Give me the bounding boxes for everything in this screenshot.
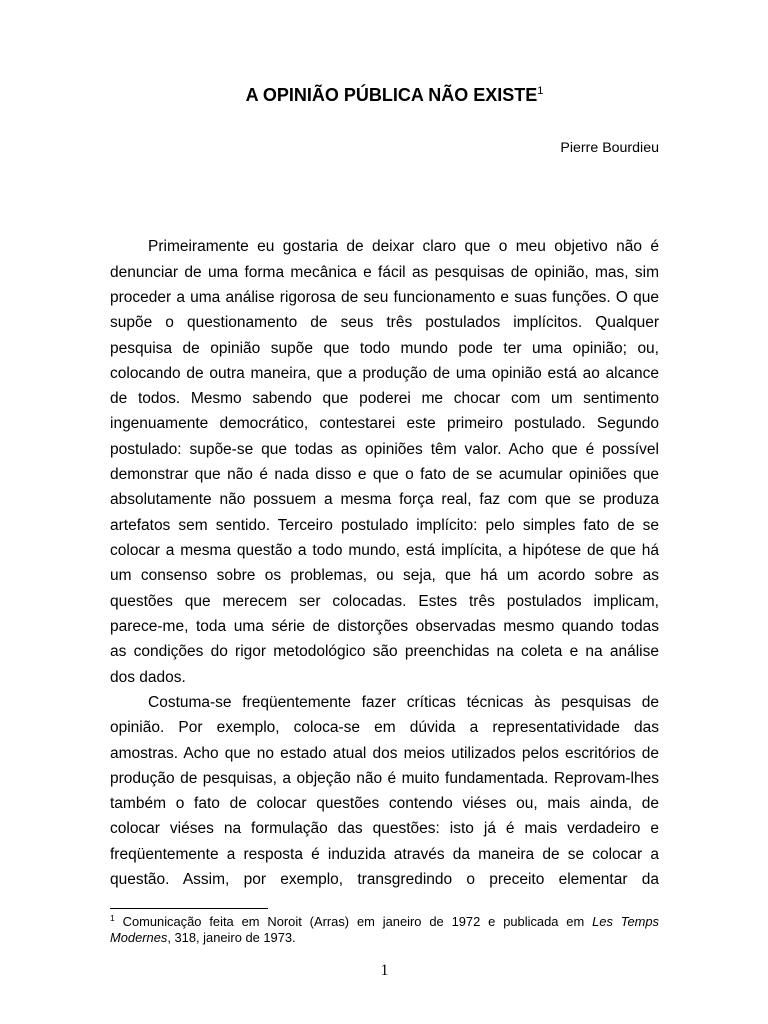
text-line: colocar viéses na formulação das questões: isto já é mais verdadeiro e <box>110 820 659 838</box>
footnote-journal-title: Modernes <box>110 930 168 945</box>
text-line: ingenuamente democrático, contestarei este primeiro postulado. Segundo <box>110 415 659 433</box>
text-line: proceder a uma análise rigorosa de seu funcionamento e suas funções. O que <box>110 288 659 306</box>
text-line: Primeiramente eu gostaria de deixar claro que o meu objetivo não é <box>148 238 659 256</box>
footnote-separator <box>110 908 268 909</box>
text-line: artefatos sem sentido. Terceiro postulado implícito: pelo simples fato de se <box>110 516 659 534</box>
text-line: pesquisa de opinião supõe que todo mundo pode ter uma opinião; ou, <box>110 339 659 357</box>
text-line: absolutamente não possuem a mesma força real, faz com que se produza <box>110 491 659 509</box>
footnote-journal-title: Les Temps <box>592 914 659 929</box>
footnote <box>110 914 659 946</box>
text-line: parece-me, toda uma série de distorções observadas mesmo quando todas <box>110 617 659 635</box>
text-line: também o fato de colocar questões contendo viéses ou, mais ainda, de <box>110 795 659 813</box>
footnote-text: , 318, janeiro de 1973. <box>167 930 296 945</box>
author-name: Pierre Bourdieu <box>560 140 659 156</box>
text-line: questões que merecem ser colocadas. Estes três postulados implicam, <box>110 592 659 610</box>
page-number: 1 <box>380 962 389 979</box>
text-line: dos dados. <box>110 668 186 686</box>
paragraph-1 <box>110 234 659 690</box>
text-line: questão. Assim, por exemplo, transgredindo o preceito elementar da <box>110 871 659 889</box>
document-title <box>110 84 659 106</box>
text-line: opinião. Por exemplo, coloca-se em dúvida a representatividade das <box>110 719 659 737</box>
footnote-line <box>110 914 659 930</box>
text-line: supõe o questionamento de seus três postulados implícitos. Qualquer <box>110 314 659 332</box>
body-text <box>110 234 659 892</box>
footnote-text: Comunicação feita em Noroit (Arras) em janeiro de 1972 e publicada em <box>122 914 585 929</box>
text-line: colocando de outra maneira, que a produção de uma opinião está ao alcance <box>110 364 659 382</box>
text-line: produção de pesquisas, a objeção não é muito fundamentada. Reprovam-lhes <box>110 769 659 787</box>
footnote-line <box>110 930 659 946</box>
text-line: freqüentemente a resposta é induzida através da maneira de se colocar a <box>110 845 659 863</box>
footnote-marker: 1 <box>110 913 115 923</box>
text-line: um consenso sobre os problemas, ou seja, que há um acordo sobre as <box>110 567 659 585</box>
paragraph-2 <box>110 690 659 893</box>
text-line: amostras. Acho que no estado atual dos meios utilizados pelos escritórios de <box>110 744 659 762</box>
text-line: postulado: supõe-se que todas as opiniões têm valor. Acho que é possível <box>110 440 659 458</box>
text-line: Costuma-se freqüentemente fazer críticas técnicas às pesquisas de <box>148 693 659 711</box>
text-line: demonstrar que não é nada disso e que o fato de se acumular opiniões que <box>110 466 659 484</box>
text-line: de todos. Mesmo sabendo que poderei me chocar com um sentimento <box>110 390 659 408</box>
text-line: colocar a mesma questão a todo mundo, está implícita, a hipótese de que há <box>110 542 659 560</box>
text-line: denunciar de uma forma mecânica e fácil as pesquisas de opinião, mas, sim <box>110 263 659 281</box>
title-footnote-reference: 1 <box>537 85 544 97</box>
document-title-text: A OPINIÃO PÚBLICA NÃO EXISTE <box>245 85 538 105</box>
text-line: as condições do rigor metodológico são preenchidas na coleta e na análise <box>110 643 659 661</box>
